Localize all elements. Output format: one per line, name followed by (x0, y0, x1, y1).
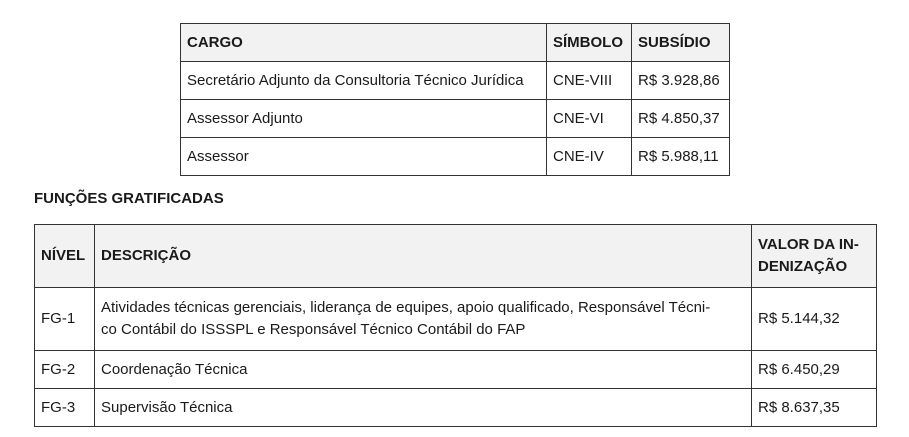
table-row (181, 138, 730, 176)
cell-nivel: FG-3 (35, 389, 95, 427)
table-row (35, 389, 877, 427)
table-header-row (181, 24, 730, 62)
header-nivel: NÍVEL (35, 225, 95, 288)
descricao-line2: co Contábil do ISSSPL e Responsável Técnico Contábil do FAP (101, 321, 526, 338)
cell-subsidio: R$ 4.850,37 (632, 100, 730, 138)
cell-simbolo: CNE-VI (547, 100, 632, 138)
cell-descricao: Coordenação Técnica (95, 351, 752, 389)
cell-valor: R$ 5.144,32 (752, 288, 877, 351)
cell-subsidio: R$ 3.928,86 (632, 62, 730, 100)
descricao-line1: Atividades técnicas gerenciais, liderança de equipes, apoio qualificado, Responsável Técni- (101, 299, 711, 316)
cell-valor: R$ 8.637,35 (752, 389, 877, 427)
header-valor (752, 225, 877, 288)
table-row (35, 351, 877, 389)
funcoes-gratificadas-heading: FUNÇÕES GRATIFICADAS (34, 190, 224, 207)
header-valor-line2: DENIZAÇÃO (758, 258, 848, 275)
cell-simbolo: CNE-IV (547, 138, 632, 176)
cargos-table (180, 23, 730, 176)
table-row (181, 100, 730, 138)
header-subsidio: SUBSÍDIO (632, 24, 730, 62)
cell-cargo: Secretário Adjunto da Consultoria Técnico Jurídica (181, 62, 547, 100)
cell-valor: R$ 6.450,29 (752, 351, 877, 389)
cell-descricao (95, 288, 752, 351)
cell-subsidio: R$ 5.988,11 (632, 138, 730, 176)
header-descricao: DESCRIÇÃO (95, 225, 752, 288)
header-simbolo: SÍMBOLO (547, 24, 632, 62)
cell-cargo: Assessor (181, 138, 547, 176)
cell-descricao: Supervisão Técnica (95, 389, 752, 427)
cell-nivel: FG-1 (35, 288, 95, 351)
table-header-row (35, 225, 877, 288)
table-row (35, 288, 877, 351)
header-valor-line1: VALOR DA IN- (758, 236, 859, 253)
cell-nivel: FG-2 (35, 351, 95, 389)
cell-cargo: Assessor Adjunto (181, 100, 547, 138)
header-cargo: CARGO (181, 24, 547, 62)
funcoes-gratificadas-table (34, 224, 877, 427)
table-row (181, 62, 730, 100)
cell-simbolo: CNE-VIII (547, 62, 632, 100)
